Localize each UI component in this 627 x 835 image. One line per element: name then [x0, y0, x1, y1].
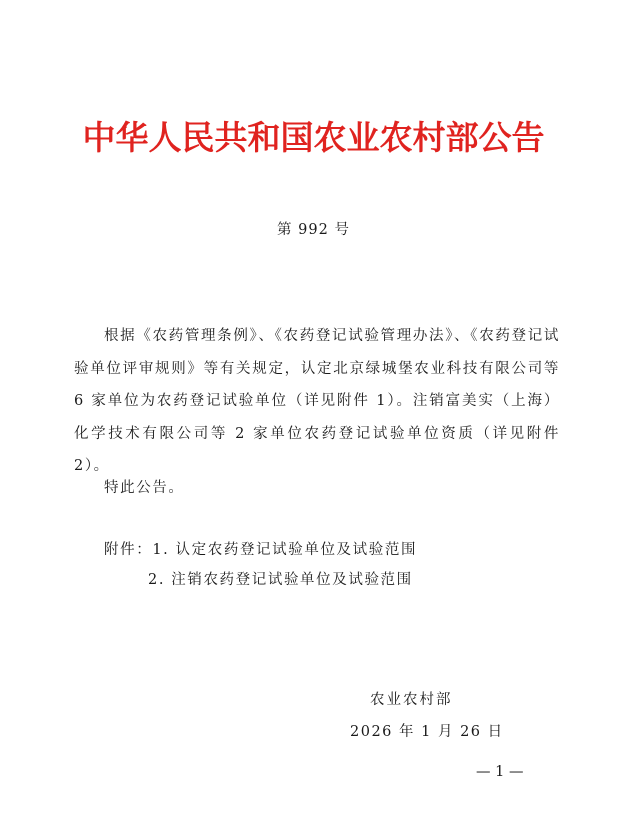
signature-organization: 农业农村部 — [370, 692, 453, 708]
attachment-item-2 — [148, 568, 413, 592]
attachment-title-1: 1. 认定农药登记试验单位及试验范围 — [152, 542, 418, 558]
masthead-title: 中华人民共和国农业农村部公告 — [82, 118, 545, 157]
page-number: — 1 — — [476, 764, 524, 780]
signature-date: 2026 年 1 月 26 日 — [350, 724, 504, 740]
document-number: 第 992 号 — [277, 222, 350, 238]
attachment-prefix: 附件： — [104, 542, 153, 558]
closing-line: 特此公告。 — [104, 480, 185, 496]
announcement-body: 根据《农药管理条例》、《农药登记试验管理办法》、《农药登记试验单位评审规则》等有关规定，认定北京绿城堡农业科技有限公司等 6 家单位为农药登记试验单位（详见附件 1）。注销富美实（上海）化学技术有限公司等 2 家单位农药登记试验单位资质（详见附件 2）。 — [74, 328, 560, 474]
attachment-title-2: 2. 注销农药登记试验单位及试验范围 — [148, 572, 413, 588]
attachment-item-1 — [104, 538, 417, 562]
